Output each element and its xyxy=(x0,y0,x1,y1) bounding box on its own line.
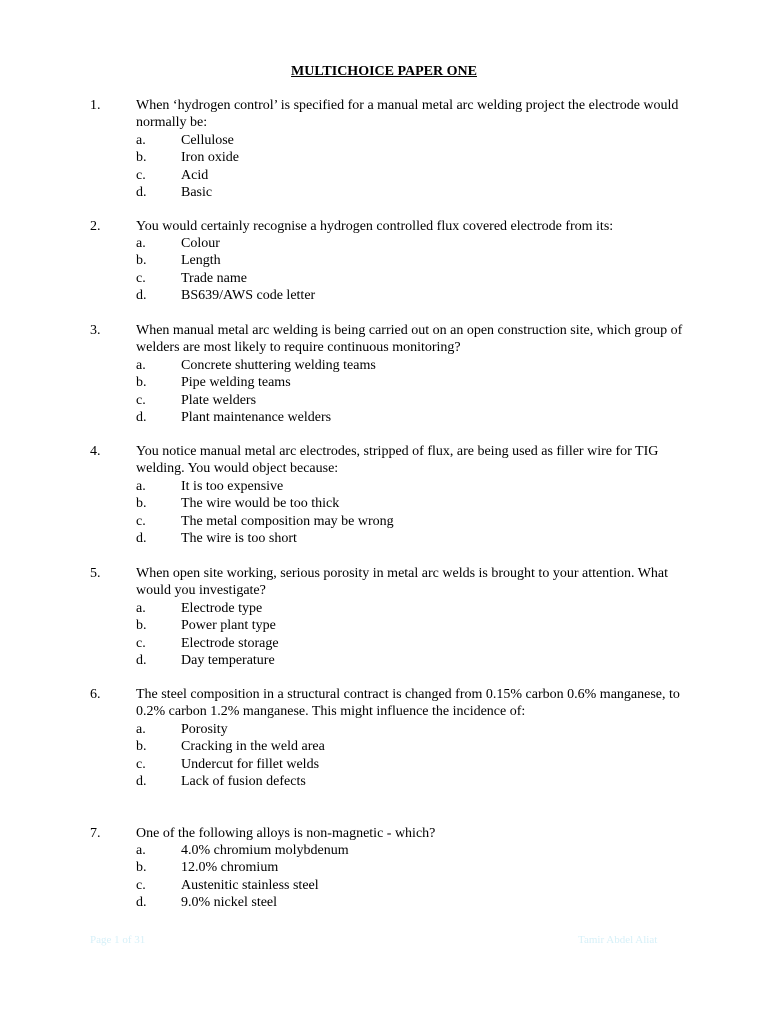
option-text: Cellulose xyxy=(181,133,234,148)
answer-option-b xyxy=(0,149,768,166)
answer-option-a xyxy=(0,357,768,374)
page-footer xyxy=(0,934,768,950)
answer-option-c xyxy=(0,635,768,652)
option-text: Porosity xyxy=(181,722,228,737)
question-stem: The steel composition in a structural contract is changed from 0.15% carbon 0.6% manganese, to 0.2% carbon 1.2% manganese. This might influence the incidence of: xyxy=(136,687,680,720)
option-text: Power plant type xyxy=(181,618,276,634)
option-letter: a. xyxy=(136,843,146,858)
question-number: 5. xyxy=(90,566,101,581)
answer-option-d xyxy=(0,652,768,669)
question-stem: When ‘hydrogen control’ is specified for a manual metal arc welding project the electrode would normally be: xyxy=(136,98,679,131)
answer-option-a xyxy=(0,721,768,738)
option-text: Trade name xyxy=(181,270,247,286)
page-title: MULTICHOICE PAPER ONE xyxy=(291,64,477,79)
question-number: 4. xyxy=(90,444,101,459)
question-number: 7. xyxy=(90,826,101,841)
option-text: Electrode type xyxy=(181,601,263,616)
option-letter: a. xyxy=(136,601,146,616)
option-letter: d. xyxy=(136,184,147,200)
footer-author: Tamir Abdel Aliat xyxy=(578,934,658,946)
question-number: 1. xyxy=(90,98,101,113)
option-letter: d. xyxy=(136,773,147,789)
option-text: 4.0% chromium molybdenum xyxy=(181,843,349,858)
option-letter: a. xyxy=(136,236,146,251)
answer-option-c xyxy=(0,270,768,287)
option-letter: a. xyxy=(136,479,146,494)
option-text: 9.0% nickel steel xyxy=(181,894,278,910)
answer-option-d xyxy=(0,184,768,201)
option-text: Basic xyxy=(181,184,213,200)
question-number: 2. xyxy=(90,219,101,234)
option-letter: a. xyxy=(136,358,146,373)
option-text: Lack of fusion defects xyxy=(181,773,306,789)
option-text: Austenitic stainless steel xyxy=(181,877,319,893)
answer-option-d xyxy=(0,409,768,426)
answer-option-a xyxy=(0,478,768,495)
answer-option-c xyxy=(0,167,768,184)
question-stem: When manual metal arc welding is being carried out on an open construction site, which group of welders are most likely to require continuous monitoring? xyxy=(136,323,683,356)
option-text: Day temperature xyxy=(181,652,275,668)
option-letter: d. xyxy=(136,287,147,303)
option-letter: a. xyxy=(136,133,146,148)
option-text: BS639/AWS code letter xyxy=(181,287,316,303)
option-text: Length xyxy=(181,253,221,269)
answer-options xyxy=(0,235,768,304)
option-text: Electrode storage xyxy=(181,635,279,651)
answer-options xyxy=(0,600,768,669)
answer-option-d xyxy=(0,287,768,304)
answer-options xyxy=(0,132,768,201)
answer-option-b xyxy=(0,617,768,634)
option-letter: c. xyxy=(136,513,146,529)
option-letter: b. xyxy=(136,150,147,166)
answer-option-d xyxy=(0,894,768,911)
answer-option-c xyxy=(0,513,768,530)
option-text: The wire would be too thick xyxy=(181,496,340,512)
option-letter: b. xyxy=(136,375,147,391)
answer-option-b xyxy=(0,252,768,269)
answer-option-c xyxy=(0,392,768,409)
question-stem: You notice manual metal arc electrodes, stripped of flux, are being used as filler wire for TIG welding. You would object because: xyxy=(136,444,659,477)
answer-option-c xyxy=(0,756,768,773)
question-stem: When open site working, serious porosity in metal arc welds is brought to your attention. What would you investigate? xyxy=(136,566,669,599)
option-text: Cracking in the weld area xyxy=(181,739,325,755)
option-letter: a. xyxy=(136,722,146,737)
option-letter: c. xyxy=(136,392,146,408)
question-stem: One of the following alloys is non-magnetic - which? xyxy=(136,826,436,841)
option-text: 12.0% chromium xyxy=(181,860,279,876)
answer-option-d xyxy=(0,530,768,547)
option-letter: c. xyxy=(136,635,146,651)
option-text: Plant maintenance welders xyxy=(181,409,332,425)
option-text: Colour xyxy=(181,236,220,251)
answer-option-b xyxy=(0,738,768,755)
option-text: Pipe welding teams xyxy=(181,375,291,391)
option-text: Plate welders xyxy=(181,392,257,408)
option-text: Acid xyxy=(181,167,209,183)
answer-option-b xyxy=(0,374,768,391)
option-letter: d. xyxy=(136,894,147,910)
answer-option-d xyxy=(0,773,768,790)
answer-options xyxy=(0,478,768,547)
answer-option-a xyxy=(0,132,768,149)
answer-options xyxy=(0,721,768,790)
question-number: 3. xyxy=(90,323,101,338)
question-stem: You would certainly recognise a hydrogen controlled flux covered electrode from its: xyxy=(136,219,614,234)
answer-option-a xyxy=(0,600,768,617)
answer-option-c xyxy=(0,877,768,894)
answer-option-a xyxy=(0,842,768,859)
option-letter: b. xyxy=(136,253,147,269)
option-text: Iron oxide xyxy=(181,150,239,166)
answer-option-a xyxy=(0,235,768,252)
option-text: It is too expensive xyxy=(181,479,284,494)
answer-option-b xyxy=(0,495,768,512)
question-number: 6. xyxy=(90,687,101,702)
option-letter: b. xyxy=(136,860,147,876)
option-text: The wire is too short xyxy=(181,530,297,546)
option-letter: d. xyxy=(136,530,147,546)
option-text: Undercut for fillet welds xyxy=(181,756,320,772)
option-letter: b. xyxy=(136,618,147,634)
option-text: Concrete shuttering welding teams xyxy=(181,358,376,373)
option-letter: b. xyxy=(136,739,147,755)
page-number: Page 1 of 31 xyxy=(90,934,146,946)
answer-options xyxy=(0,842,768,911)
option-letter: c. xyxy=(136,167,146,183)
answer-options xyxy=(0,357,768,426)
option-text: The metal composition may be wrong xyxy=(181,513,394,529)
answer-option-b xyxy=(0,859,768,876)
option-letter: c. xyxy=(136,270,146,286)
option-letter: b. xyxy=(136,496,147,512)
option-letter: c. xyxy=(136,756,146,772)
option-letter: c. xyxy=(136,877,146,893)
option-letter: d. xyxy=(136,652,147,668)
option-letter: d. xyxy=(136,409,147,425)
